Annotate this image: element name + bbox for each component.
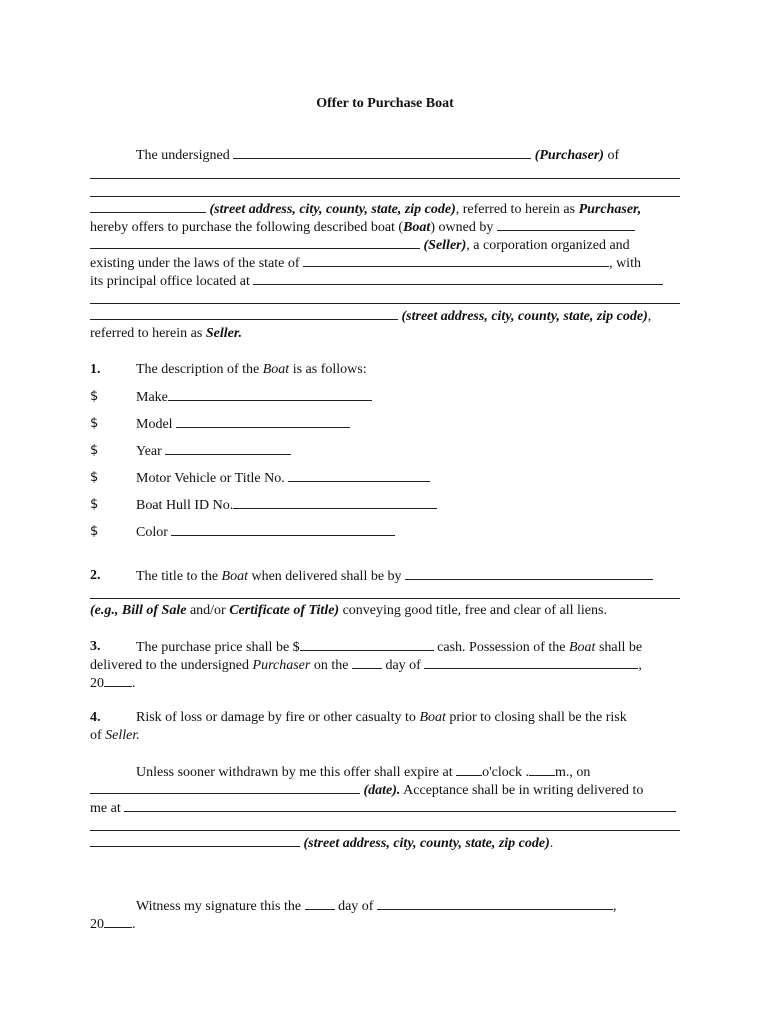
comma: , — [638, 658, 642, 673]
seller-term: Seller. — [105, 728, 140, 743]
section-3-line-2 — [90, 656, 642, 673]
expiry-date-blank[interactable] — [90, 781, 360, 794]
witness-month-blank[interactable] — [377, 897, 613, 910]
bullet-icon: $ — [90, 389, 99, 404]
office-address-blank-2[interactable] — [90, 303, 680, 304]
seller-name-blank-1[interactable] — [497, 218, 635, 231]
period: . — [549, 836, 554, 851]
delivery-address-blank-2[interactable] — [90, 830, 680, 831]
boat-term: Boat — [403, 220, 431, 235]
section-1-number: 1. — [90, 362, 101, 377]
undersigned-label: The undersigned — [136, 148, 230, 163]
year-label: Year — [136, 444, 162, 459]
title-method-blank-1[interactable] — [405, 567, 653, 580]
witness-line-2 — [90, 915, 136, 932]
purchaser-address-blank-3[interactable] — [90, 200, 206, 213]
bullet-icon: $ — [90, 470, 99, 485]
witness-line-1 — [136, 897, 616, 914]
make-line — [136, 388, 372, 405]
expiry-ampm-blank[interactable] — [529, 763, 555, 776]
purchaser-address-blank-2[interactable] — [90, 196, 680, 197]
bullet-icon: $ — [90, 497, 99, 512]
witness-day-blank[interactable] — [305, 897, 335, 910]
seller-label: (Seller) — [423, 238, 467, 253]
purchaser-address-blank-1[interactable] — [90, 178, 680, 179]
make-label: Make — [136, 390, 168, 405]
color-line — [136, 523, 395, 540]
cert-text: Certificate of Title) — [229, 603, 340, 618]
section-2-text-b: when delivered shall be by — [247, 569, 402, 584]
on-the-text: on the — [310, 658, 349, 673]
boat-term: Boat — [262, 362, 290, 377]
year-blank[interactable] — [165, 442, 291, 455]
section-2-number: 2. — [90, 568, 101, 583]
year-prefix: 20 — [90, 917, 104, 932]
title-no-label: Motor Vehicle or Title No. — [136, 471, 285, 486]
delivery-day-blank[interactable] — [352, 656, 382, 669]
title-method-blank-2[interactable] — [90, 598, 680, 599]
comma: , — [647, 309, 652, 324]
hull-id-label: Boat Hull ID No. — [136, 498, 234, 513]
expiry-hour-blank[interactable] — [456, 763, 482, 776]
year-line — [136, 442, 291, 459]
section-1-heading — [136, 361, 367, 378]
shall-be-text: shall be — [595, 640, 643, 655]
delivery-year-blank[interactable] — [104, 674, 132, 687]
day-of-text: day of — [385, 658, 421, 673]
delivery-month-blank[interactable] — [424, 656, 638, 669]
bullet-icon: $ — [90, 443, 99, 458]
address-hint-2: (street address, city, county, state, zip code) — [401, 309, 648, 324]
witness-text: Witness my signature this the — [136, 899, 302, 914]
andor-text: and/or — [186, 603, 230, 618]
bullet-icon: $ — [90, 524, 99, 539]
of-label: of — [607, 148, 620, 163]
boat-term: Boat — [568, 640, 596, 655]
seller-name-blank-2[interactable] — [90, 236, 420, 249]
boat-term: Boat — [221, 569, 248, 584]
year-prefix: 20 — [90, 676, 104, 691]
section-4-text-a: Risk of loss or damage by fire or other casualty to — [136, 710, 420, 725]
boat-term: Boat — [419, 710, 446, 725]
intro-line-4 — [90, 218, 635, 235]
unless-text: Unless sooner withdrawn by me this offer shall expire at — [136, 765, 453, 780]
expiry-line-3 — [90, 799, 676, 816]
price-blank[interactable] — [300, 638, 434, 651]
section-4-text-b: prior to closing shall be the risk — [445, 710, 627, 725]
intro-line-10 — [90, 325, 242, 342]
model-line — [136, 415, 350, 432]
state-blank[interactable] — [303, 254, 609, 267]
eg-text: (e.g., Bill of Sale — [90, 603, 187, 618]
expiry-line-5 — [90, 834, 553, 851]
section-1-text-b: is as follows: — [289, 362, 367, 377]
model-blank[interactable] — [176, 415, 350, 428]
color-label: Color — [136, 525, 168, 540]
day-of-text: day of — [338, 899, 374, 914]
color-blank[interactable] — [171, 523, 395, 536]
witness-year-blank[interactable] — [104, 915, 132, 928]
comma: , — [612, 899, 617, 914]
conveying-text: conveying good title, free and clear of all liens. — [339, 603, 607, 618]
address-hint-3: (street address, city, county, state, zip code) — [303, 836, 550, 851]
cash-text: cash. Possession of the — [437, 640, 569, 655]
referred-text: , referred to herein as — [455, 202, 579, 217]
expiry-line-1 — [136, 763, 590, 780]
acceptance-text: Acceptance shall be in writing delivered to — [400, 783, 644, 798]
title-no-line — [136, 469, 430, 486]
office-address-blank-3[interactable] — [90, 307, 398, 320]
document-title: Offer to Purchase Boat — [316, 96, 454, 111]
section-3-line-3 — [90, 674, 136, 691]
delivered-text: delivered to the undersigned — [90, 658, 253, 673]
hull-id-line — [136, 496, 437, 513]
model-label: Model — [136, 417, 173, 432]
principal-office-text: its principal office located at — [90, 274, 250, 289]
referred-seller-text: referred to herein as — [90, 326, 206, 341]
section-2-line-3 — [90, 602, 607, 619]
period: . — [132, 917, 136, 932]
section-4-number: 4. — [90, 710, 101, 725]
intro-line-3 — [90, 200, 641, 217]
delivery-address-blank-3[interactable] — [90, 834, 300, 847]
purchaser-term: Purchaser, — [578, 202, 642, 217]
section-1-text-a: The description of the — [136, 362, 263, 377]
corporation-text: , a corporation organized and — [466, 238, 630, 253]
purchaser-term: Purchaser — [252, 658, 311, 673]
owned-by-text: ) owned by — [430, 220, 494, 235]
purchaser-label: (Purchaser) — [534, 148, 604, 163]
expiry-line-2 — [90, 781, 643, 798]
period: . — [132, 676, 136, 691]
intro-line-6 — [90, 254, 641, 271]
hull-id-blank[interactable] — [233, 496, 437, 509]
m-on-text: m., on — [554, 765, 591, 780]
section-2-text-a: The title to the — [136, 569, 222, 584]
bullet-icon: $ — [90, 416, 99, 431]
hereby-offers-text: hereby offers to purchase the following described boat ( — [90, 220, 404, 235]
office-address-blank-1[interactable] — [253, 272, 663, 285]
section-4-line-2 — [90, 727, 140, 744]
intro-line-1 — [136, 146, 619, 163]
delivery-address-blank-1[interactable] — [124, 799, 676, 812]
intro-line-9 — [90, 307, 651, 324]
oclock-text: o'clock . — [482, 765, 529, 780]
existing-text: existing under the laws of the state of — [90, 256, 300, 271]
seller-term: Seller. — [205, 326, 242, 341]
section-2-line-1 — [136, 567, 653, 584]
price-text: The purchase price shall be $ — [136, 640, 300, 655]
title-no-blank[interactable] — [288, 469, 430, 482]
intro-line-7 — [90, 272, 663, 289]
purchaser-name-blank[interactable] — [233, 146, 531, 159]
make-blank[interactable] — [168, 388, 372, 401]
with-text: , with — [609, 256, 641, 271]
section-4-line-1 — [136, 709, 627, 726]
section-3-line-1 — [136, 638, 642, 655]
address-hint: (street address, city, county, state, zip code) — [209, 202, 456, 217]
date-hint: (date). — [363, 783, 401, 798]
me-at-text: me at — [90, 801, 121, 816]
intro-line-5 — [90, 236, 630, 253]
of-text: of — [90, 728, 106, 743]
section-3-number: 3. — [90, 639, 101, 654]
